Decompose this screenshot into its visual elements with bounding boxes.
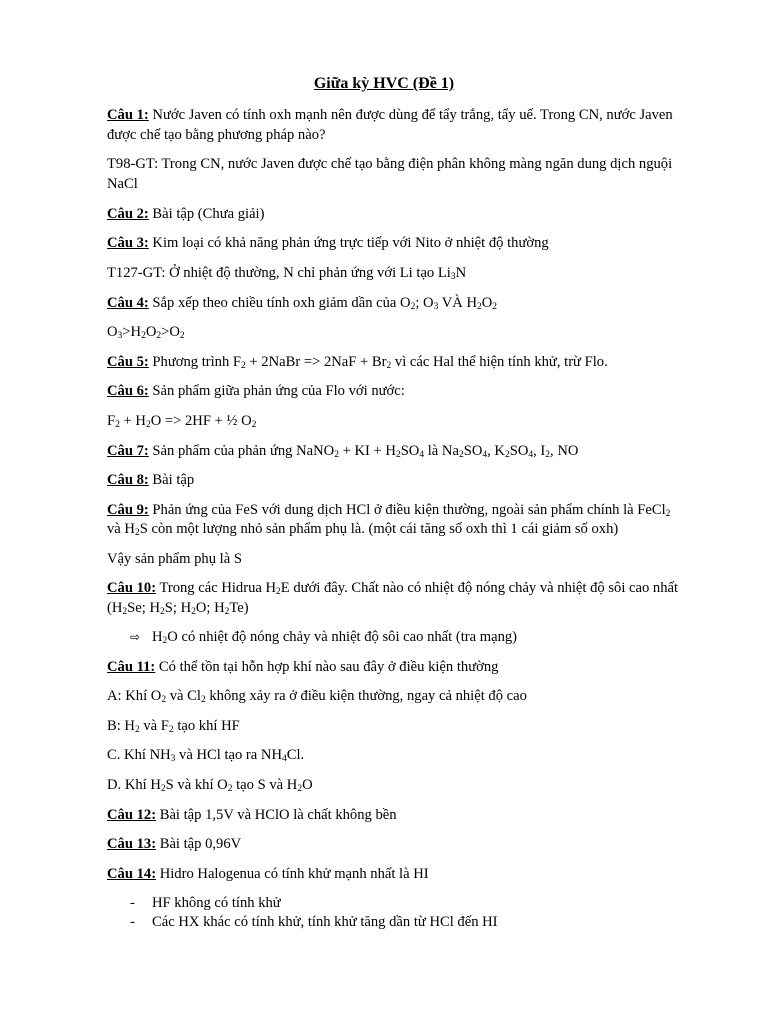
question-9: Câu 9: Phản ứng của FeS với dung dịch HCl ở điều kiện thường, ngoài sản phẩm chính là FeCl$_2$ bbox=[107, 502, 671, 519]
question-7: Câu 7: Sản phẩm của phản ứng NaNO$_2$ + KI + $H_2SO_4$ là $Na_2SO_4$, $K_2SO_4$, $I_2$, NO bbox=[107, 443, 579, 460]
question-label: Câu 1: bbox=[107, 107, 149, 123]
list-item: - HF không có tính khử bbox=[130, 895, 281, 911]
question-5: Câu 5: Phương trình $F_2$ + 2NaBr => $2NaF + Br_2$ vì các Hal thể hiện tính khử, trừ Flo. bbox=[107, 354, 608, 371]
answer-9: Vậy sản phẩm phụ là S bbox=[107, 551, 242, 567]
answer-3: T127-GT: Ở nhiệt độ thường, N chỉ phản ứng với Li tạo $Li_3N$ bbox=[107, 265, 467, 282]
question-1-cont: được chế tạo bằng phương pháp nào? bbox=[107, 127, 326, 143]
question-6: Câu 6: Sản phẩm giữa phản ứng của Flo với nước: bbox=[107, 383, 405, 399]
option-c: C. Khí $NH_3$ và HCl tạo ra $NH_4Cl$. bbox=[107, 747, 305, 764]
question-10: Câu 10: Trong các Hidrua $H_2E$ dưới đây. Chất nào có nhiệt độ nóng chảy và nhiệt độ sôi cao nhất bbox=[107, 580, 679, 597]
answer-1-cont: NaCl bbox=[107, 176, 138, 192]
answer-1: T98-GT: Trong CN, nước Javen được chế tạo bằng điện phân không màng ngăn dung dịch nguội bbox=[107, 156, 673, 172]
question-2: Câu 2: Bài tập (Chưa giải) bbox=[107, 206, 265, 222]
document-title: Giữa kỳ HVC (Đề 1) bbox=[313, 75, 455, 92]
question-3: Câu 3: Kim loại có khả năng phản ứng trực tiếp với Nito ở nhiệt độ thường bbox=[107, 235, 549, 251]
question-13: Câu 13: Bài tập 0,96V bbox=[107, 836, 242, 852]
question-10-cont: ($H_2Se$; $H_2S$; $H_2O$; $H_2Te$) bbox=[107, 600, 249, 617]
arrow-right-icon: ⇨ bbox=[130, 630, 141, 644]
list-item: - Các HX khác có tính khử, tính khử tăng dần từ HCl đến HI bbox=[130, 914, 498, 930]
question-9-cont: và $H_2S$ còn một lượng nhỏ sản phẩm phụ là. (một cái tăng số oxh thì 1 cái giảm số oxh) bbox=[107, 521, 619, 538]
question-1: Câu 1: Nước Javen có tính oxh mạnh nên được dùng để tẩy trắng, tẩy uế. Trong CN, nước Javen bbox=[107, 107, 673, 123]
option-b: B: $H_2$ và $F_2$ tạo khí HF bbox=[107, 718, 240, 735]
question-14: Câu 14: Hidro Halogenua có tính khử mạnh nhất là HI bbox=[107, 866, 429, 882]
option-d: D. Khí $H_2S$ và khí $O_2$ tạo S và $H_2O$ bbox=[107, 777, 313, 794]
answer-6: $F_2 + H_2O => 2HF$ + ½ $O_2$ bbox=[107, 413, 257, 430]
answer-4: $O_3>H_2O_2>O_2$ bbox=[107, 324, 185, 341]
answer-10: ⇨ $H_2O$ có nhiệt độ nóng chảy và nhiệt độ sôi cao nhất (tra mạng) bbox=[130, 629, 518, 646]
option-a: A: Khí $O_2$ và $Cl_2$ không xảy ra ở điều kiện thường, ngay cả nhiệt độ cao bbox=[107, 688, 527, 705]
question-8: Câu 8: Bài tập bbox=[107, 472, 195, 488]
question-4: Câu 4: Sắp xếp theo chiều tính oxh giảm dần của $O_2$; $O_3$ VÀ $H_2O_2$ bbox=[107, 295, 498, 312]
question-11: Câu 11: Có thể tồn tại hỗn hợp khí nào sau đây ở điều kiện thường bbox=[107, 659, 499, 675]
question-12: Câu 12: Bài tập 1,5V và HClO là chất không bền bbox=[107, 807, 397, 823]
